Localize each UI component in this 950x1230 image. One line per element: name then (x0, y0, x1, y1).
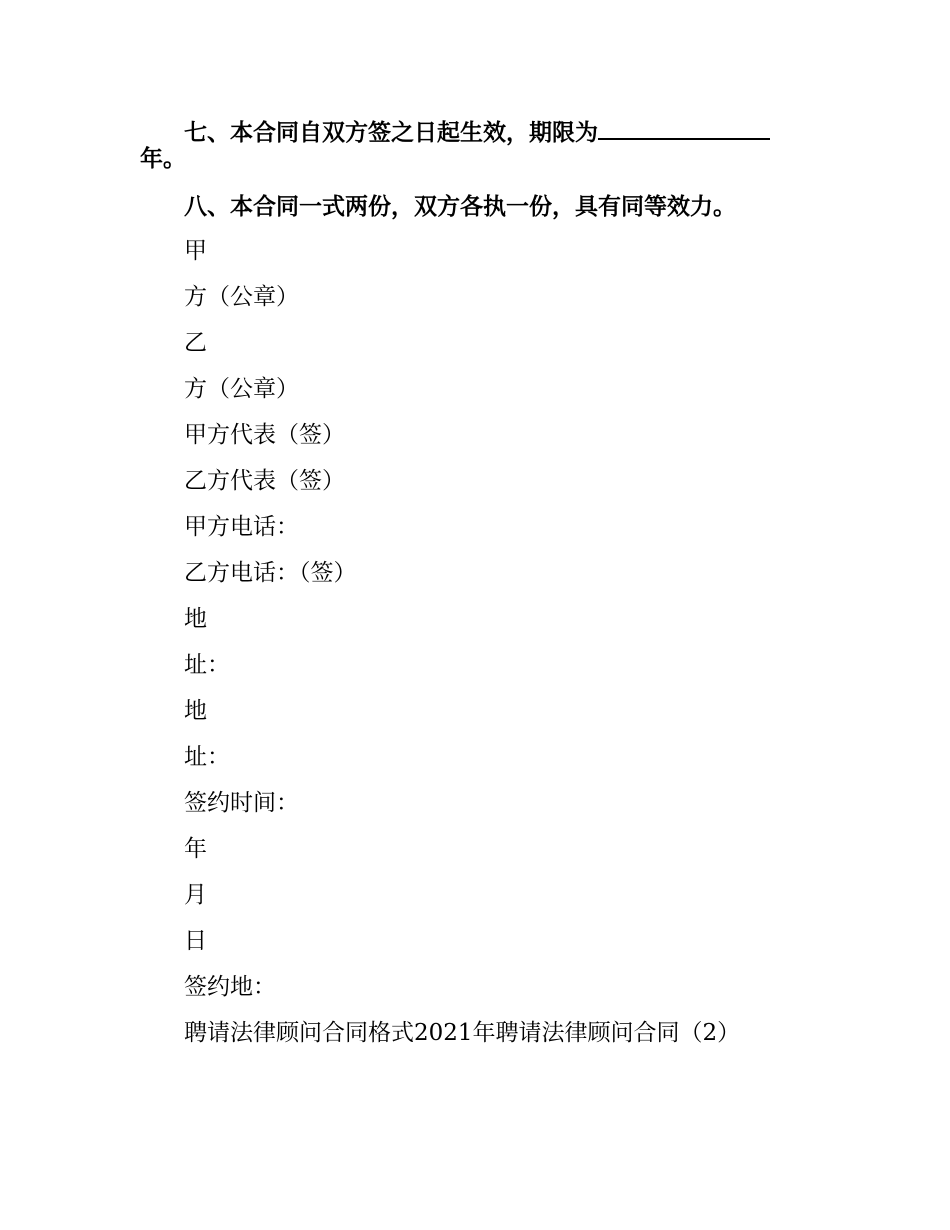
address-a-label-2: 址： (184, 652, 230, 678)
next-section-title: 聘请法律顾问合同格式2021年聘请法律顾问合同（2） (184, 1020, 741, 1046)
clause-7-continuation: 年。 (140, 146, 186, 172)
party-b-seal: 方（公章） (184, 376, 299, 402)
clause-7 (184, 114, 770, 148)
party-a-seal: 方（公章） (184, 284, 299, 310)
party-b-phone: 乙方电话：（签） (184, 560, 357, 586)
clause-7-text: 七、本合同自双方签之日起生效，期限为 (184, 120, 598, 146)
month-label: 月 (184, 882, 207, 908)
party-a-representative: 甲方代表（签） (184, 422, 345, 448)
party-b-label-1: 乙 (184, 330, 207, 356)
signing-place: 签约地： (184, 974, 276, 1000)
party-a-phone: 甲方电话： (184, 514, 299, 540)
party-a-label-1: 甲 (184, 238, 207, 264)
day-label: 日 (184, 928, 207, 954)
address-b-label-2: 址： (184, 744, 230, 770)
address-a-label-1: 地 (184, 606, 207, 632)
party-b-representative: 乙方代表（签） (184, 468, 345, 494)
address-b-label-1: 地 (184, 698, 207, 724)
clause-8: 八、本合同一式两份，双方各执一份，具有同等效力。 (184, 194, 736, 220)
term-blank (598, 114, 770, 140)
signing-time: 签约时间： (184, 790, 299, 816)
year-label: 年 (184, 836, 207, 862)
